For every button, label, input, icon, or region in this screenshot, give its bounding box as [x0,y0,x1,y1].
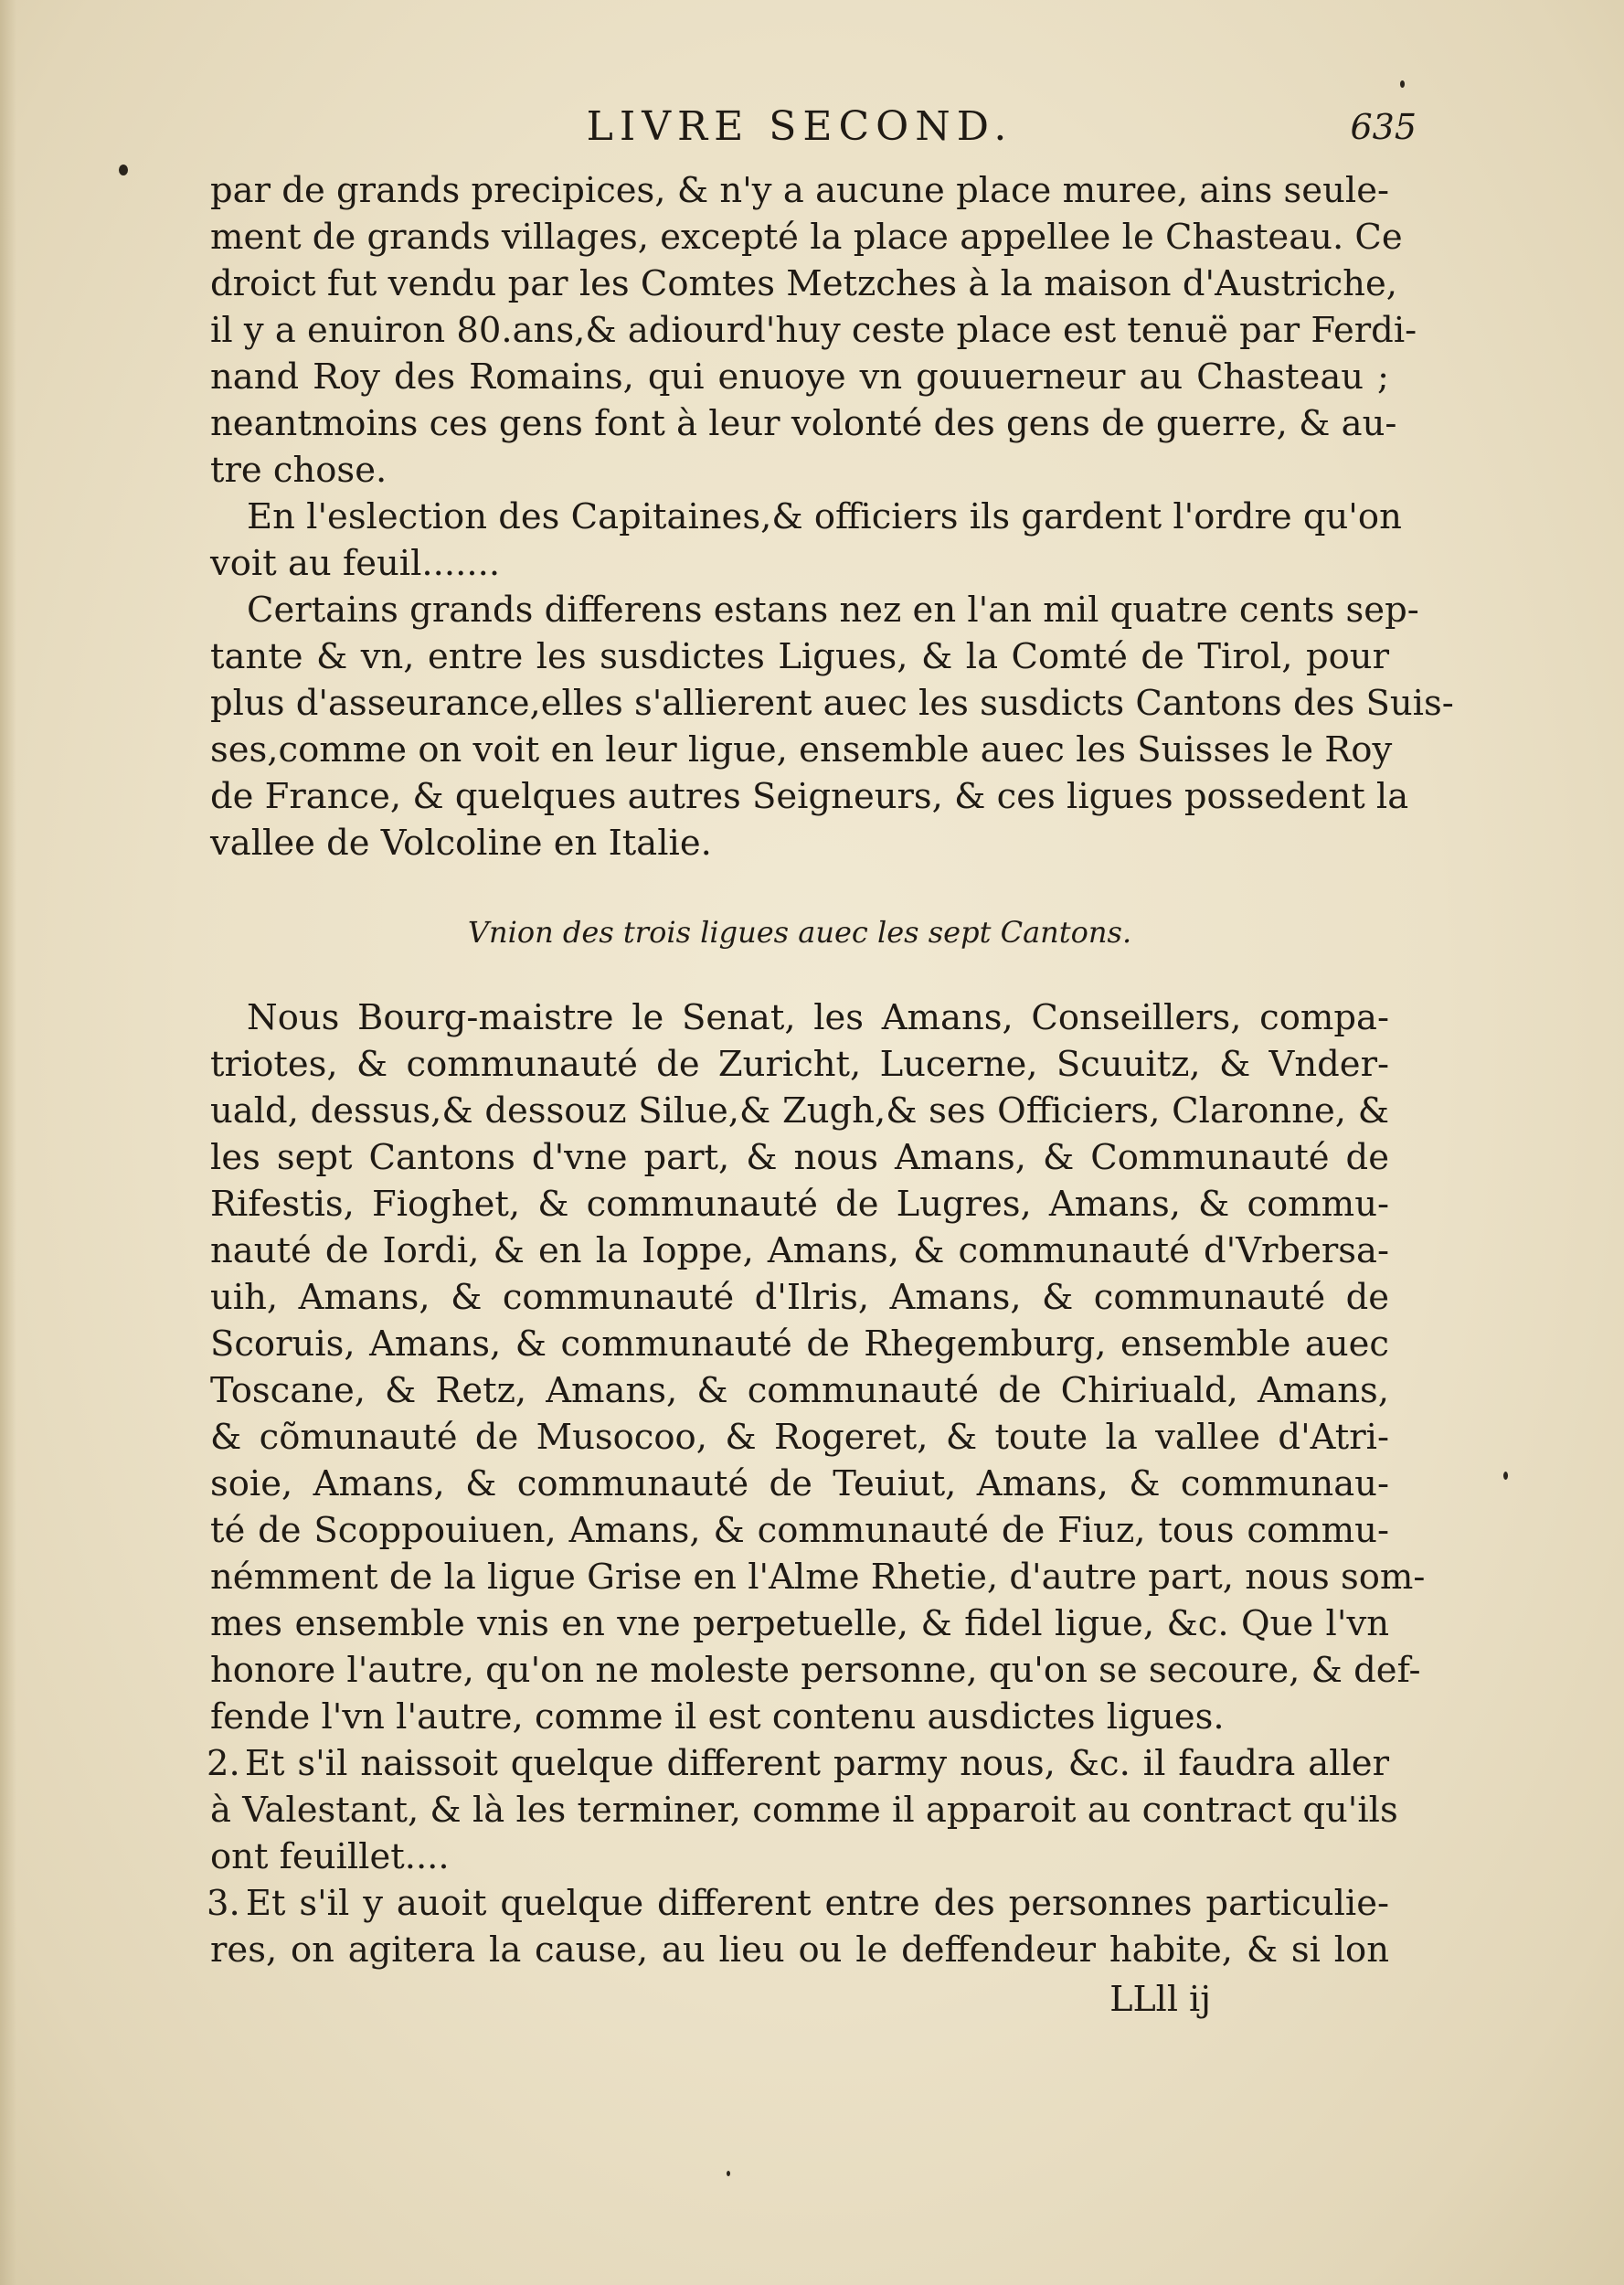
section-heading: Vnion des trois ligues auec les sept Cantons. [467,915,1132,950]
text-line: mes ensemble vnis en vne perpetuelle, & fidel ligue, &c. Que l'vn [210,1603,1389,1644]
text-line [207,1880,1389,1927]
text-line: En l'eslection des Capitaines,& officiers ils gardent l'ordre qu'on [247,496,1402,537]
text-line: neantmoins ces gens font à leur volonté des gens de guerre, & au- [210,403,1397,444]
text-line: honore l'autre, qu'on ne moleste personne, qu'on se secoure, & def- [210,1650,1421,1691]
text-line: de France, & quelques autres Seigneurs, & ces ligues possedent la [210,776,1409,817]
text-line: Nous Bourg-maistre le Senat, les Amans, Conseillers, compa- [247,997,1389,1038]
paragraph-vnion [210,994,1426,1740]
text-line: tre chose. [210,450,387,491]
page-number: 635 [1350,107,1417,147]
text-line: té de Scoppouiuen, Amans, & communauté de Fiuz, tous commu- [210,1510,1389,1551]
text-line: némment de la ligue Grise en l'Alme Rhetie, d'autre part, nous som- [210,1557,1426,1598]
text-line: Certains grands differens estans nez en l'an mil quatre cents sep- [247,590,1419,631]
article-text: Et s'il y auoit quelque different entre des personnes particulie- [245,1883,1389,1924]
text-line: ment de grands villages, excepté la place appellee le Chasteau. Ce [210,217,1403,258]
article-number: 2. [207,1743,240,1784]
text-line: il y a enuiron 80.ans,& adiourd'huy ceste place est tenuë par Ferdi- [210,310,1417,351]
signature-mark: LLll ij [1109,1979,1211,2019]
text-line: fende l'vn l'autre, comme il est contenu ausdictes ligues. [210,1696,1225,1738]
text-line: nauté de Iordi, & en la Ioppe, Amans, & communauté d'Vrbersa- [210,1230,1389,1271]
text-line: & cõmunauté de Musocoo, & Rogeret, & toute la vallee d'Atri- [210,1417,1389,1458]
paragraph-election [210,494,1402,587]
text-line: les sept Cantons d'vne part, & nous Amans, & Communauté de [210,1137,1389,1178]
ink-spot [1503,1472,1508,1480]
text-line: uald, dessus,& dessouz Silue,& Zugh,& ses Officiers, Claronne, & [210,1090,1389,1132]
ink-spot [119,165,128,175]
article-number: 3. [207,1883,240,1924]
text-line: ont feuillet.... [210,1836,450,1877]
paragraph-differens [210,587,1454,866]
text-line: triotes, & communauté de Zuricht, Lucerne, Scuuitz, & Vnder- [210,1044,1389,1085]
text-line: Toscane, & Retz, Amans, & communauté de Chiriuald, Amans, [210,1370,1389,1411]
text-line: soie, Amans, & communauté de Teuiut, Amans, & communau- [210,1463,1389,1504]
text-line: tante & vn, entre les susdictes Ligues, & la Comté de Tirol, pour [210,636,1389,677]
text-line: Rifestis, Fioghet, & communauté de Lugres, Amans, & commu- [210,1184,1389,1225]
text-line: par de grands precipices, & n'y a aucune place muree, ains seule- [210,170,1389,211]
article-3 [207,1880,1389,1973]
text-line: res, on agitera la cause, au lieu ou le deffendeur habite, & si lon [210,1929,1389,1971]
article-2 [207,1740,1398,1880]
text-line: nand Roy des Romains, qui enuoye vn gouuerneur au Chasteau ; [210,356,1389,398]
page-edge-shadow [0,0,16,2285]
text-line: uih, Amans, & communauté d'Ilris, Amans, & communauté de [210,1277,1389,1318]
text-line: ses,comme on voit en leur ligue, ensemble auec les Suisses le Roy [210,729,1393,771]
text-block [207,87,1454,2021]
text-line: à Valestant, & là les terminer, comme il apparoit au contract qu'ils [210,1790,1398,1831]
text-line: droict fut vendu par les Comtes Metzches à la maison d'Austriche, [210,263,1397,304]
article-text: Et s'il naissoit quelque different parmy nous, &c. il faudra aller [244,1743,1389,1784]
paragraph-intro [210,167,1417,494]
ink-spot [727,2171,730,2176]
running-title: LIVRE SECOND. [586,103,1014,150]
text-line: plus d'asseurance,elles s'allierent auec les susdicts Cantons des Suis- [210,683,1454,724]
ink-spot [1400,80,1405,88]
text-line: vallee de Volcoline en Italie. [210,823,712,864]
running-head [210,87,1417,167]
text-line: Scoruis, Amans, & communauté de Rhegemburg, ensemble auec [210,1323,1389,1365]
text-line [207,1740,1389,1787]
text-line: voit au feuil....... [210,543,501,584]
